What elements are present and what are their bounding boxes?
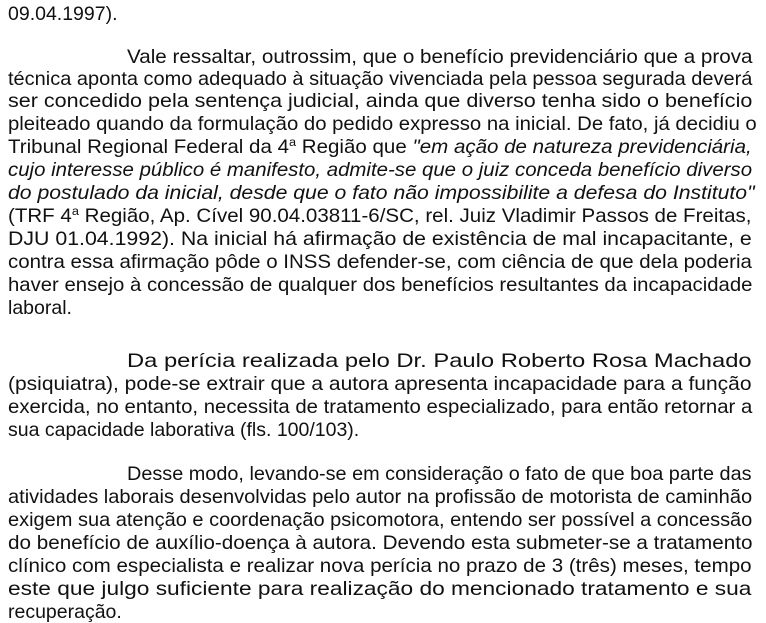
superscript-text: a [71, 204, 79, 219]
text-run: (psiquiatra), pode-se extrair que a autora apresenta incapacidade para a função [8, 373, 752, 395]
text-line [8, 136, 752, 160]
text-run: técnica aponta como adequado à situação vivenciada pela pessoa segurada deverá [8, 68, 753, 90]
text-line [8, 373, 751, 395]
text-line [8, 251, 752, 273]
text-run: Da perícia realizada pelo Dr. Paulo Roberto Rosa Machado [127, 350, 752, 372]
text-line [8, 205, 751, 229]
text-line [127, 46, 753, 68]
text-run: DJU 01.04.1992). Na inicial há afirmação de existência de mal incapacitante, e [8, 228, 752, 250]
text-line [8, 68, 752, 90]
text-run: 09.04.1997). [8, 3, 118, 25]
text-run: laboral. [8, 297, 72, 319]
italic-text: cujo interesse público é manifesto, admite-se que o juiz conceda benefício diverso [8, 159, 753, 181]
text-line [8, 113, 757, 135]
text-line [8, 90, 752, 112]
text-line [8, 419, 359, 441]
text-run: atividades laborais desenvolvidas pelo autor na profissão de motorista de caminhão [8, 486, 753, 508]
italic-text: do postulado da inicial, desde que o fato não impossibilite a defesa do Instituto" [8, 182, 755, 204]
text-run: Vale ressaltar, outrossim, que o benefício previdenciário que a prova [127, 46, 753, 68]
text-run: exigem sua atenção e coordenação psicomotora, entendo ser possível a concessão [8, 509, 753, 531]
text-line [8, 601, 122, 623]
text-line [8, 555, 752, 577]
text-line [8, 578, 751, 600]
italic-text: "em ação de natureza previdenciária, [412, 136, 752, 158]
text-run: sua capacidade laborativa (fls. 100/103). [8, 419, 360, 441]
text-run: do benefício de auxílio-doença à autora. Devendo esta submeter-se a tratamento [8, 532, 753, 554]
text-line [8, 159, 752, 181]
text-line [8, 532, 752, 554]
text-run: clínico com especialista e realizar nova perícia no prazo de 3 (três) meses, tempo [8, 555, 752, 577]
text-line [127, 463, 752, 485]
text-line [127, 350, 752, 372]
text-line [8, 3, 118, 25]
text-run: recuperação. [8, 601, 122, 623]
text-line [8, 274, 752, 296]
text-run: Região que [296, 136, 413, 158]
text-run: Tribunal Regional Federal da 4 [8, 136, 290, 158]
text-line [8, 396, 752, 418]
text-run: (TRF 4 [8, 205, 72, 227]
text-run: Região, Ap. Cível 90.04.03811-6/SC, rel. Juiz Vladimir Passos de Freitas, [78, 205, 752, 227]
text-run: pleiteado quando da formulação do pedido expresso na inicial. De fato, já decidiu o [8, 113, 757, 135]
text-line [8, 297, 72, 319]
text-run: este que julgo suficiente para realização do mencionado tratamento e sua [8, 578, 752, 600]
text-run: exercida, no entanto, necessita de tratamento especializado, para então retornar a [8, 396, 753, 418]
text-run: haver ensejo à concessão de qualquer dos benefícios resultantes da incapacidade [8, 274, 753, 296]
text-run: ser concedido pela sentença judicial, ainda que diverso tenha sido o benefício [8, 90, 753, 112]
text-line [8, 228, 752, 250]
text-line [8, 486, 752, 508]
text-line [8, 182, 755, 204]
text-run: Desse modo, levando-se em consideração o fato de que boa parte das [127, 463, 752, 485]
superscript-text: a [289, 135, 297, 150]
text-line [8, 509, 752, 531]
text-run: contra essa afirmação pôde o INSS defender-se, com ciência de que dela poderia [8, 251, 752, 273]
